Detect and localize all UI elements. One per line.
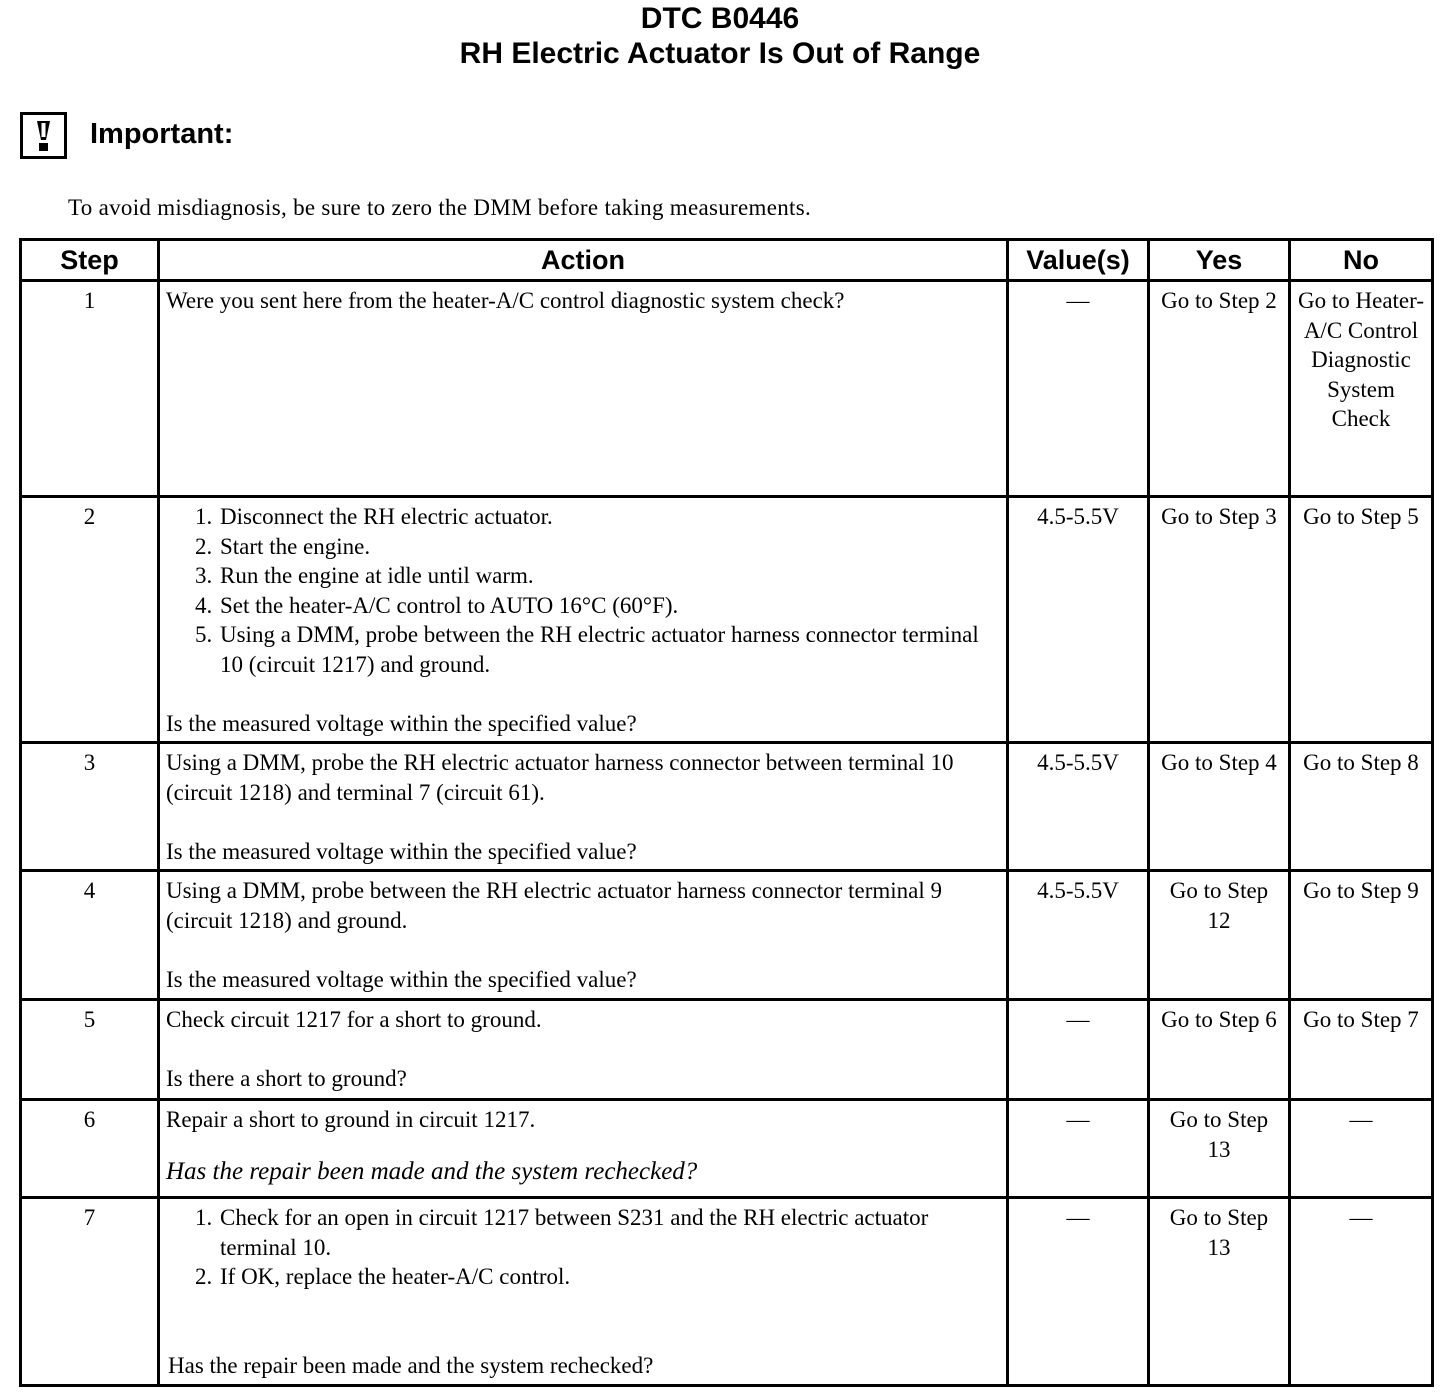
value-cell: 4.5-5.5V xyxy=(1008,871,1149,1000)
header-values: Value(s) xyxy=(1008,240,1149,281)
value-cell: — xyxy=(1008,1100,1149,1198)
list-item: 4. Set the heater-A/C control to AUTO 16°C (60°F). xyxy=(218,591,1000,621)
action-cell xyxy=(159,743,1008,871)
yes-cell: Go to Step 13 xyxy=(1149,1198,1290,1386)
table-row xyxy=(21,497,1433,743)
action-cell xyxy=(159,1100,1008,1198)
list-item: 1. Check for an open in circuit 1217 between S231 and the RH electric actuator terminal 10. xyxy=(218,1203,1000,1262)
action-question: Has the repair been made and the system rechecked? xyxy=(166,1157,698,1185)
list-item: 1. Disconnect the RH electric actuator. xyxy=(218,502,1000,532)
action-list xyxy=(166,502,1000,679)
action-text: Using a DMM, probe the RH electric actuator harness connector between terminal 10 (circuit 1218) and terminal 7 (circuit 61). xyxy=(166,750,954,805)
step-number: 1 xyxy=(21,281,159,497)
yes-cell: Go to Step 6 xyxy=(1149,1000,1290,1100)
no-cell: Go to Step 8 xyxy=(1290,743,1433,871)
step-number: 7 xyxy=(21,1198,159,1386)
yes-cell: Go to Step 2 xyxy=(1149,281,1290,497)
table-row xyxy=(21,743,1433,871)
yes-cell: Go to Step 3 xyxy=(1149,497,1290,743)
action-question: Is the measured voltage within the specified value? xyxy=(166,838,637,864)
action-cell xyxy=(159,281,1008,497)
action-text: Check circuit 1217 for a short to ground. xyxy=(166,1007,542,1032)
value-cell: 4.5-5.5V xyxy=(1008,743,1149,871)
header-yes: Yes xyxy=(1149,240,1290,281)
action-question: Is the measured voltage within the specified value? xyxy=(166,966,637,992)
header-step: Step xyxy=(21,240,159,281)
table-row xyxy=(21,1000,1433,1100)
list-item: 5. Using a DMM, probe between the RH electric actuator harness connector terminal 10 (circuit 1217) and ground. xyxy=(218,620,1000,679)
step-number: 2 xyxy=(21,497,159,743)
table-header-row xyxy=(21,240,1433,281)
action-question: Is there a short to ground? xyxy=(166,1066,407,1091)
yes-cell: Go to Step 4 xyxy=(1149,743,1290,871)
header-action: Action xyxy=(159,240,1008,281)
table-row xyxy=(21,1198,1433,1386)
yes-cell: Go to Step 12 xyxy=(1149,871,1290,1000)
value-cell: — xyxy=(1008,1000,1149,1100)
step-number: 5 xyxy=(21,1000,159,1100)
page-title: DTC B0446 xyxy=(640,2,800,35)
action-question: Has the repair been made and the system rechecked? xyxy=(168,1352,654,1378)
action-question: Is the measured voltage within the specified value? xyxy=(166,710,637,736)
value-cell: — xyxy=(1008,281,1149,497)
list-item: 3. Run the engine at idle until warm. xyxy=(218,561,1000,591)
list-item: 2. If OK, replace the heater-A/C control. xyxy=(218,1262,1000,1292)
no-cell: Go to Step 9 xyxy=(1290,871,1433,1000)
action-text: Using a DMM, probe between the RH electric actuator harness connector terminal 9 (circuit 1218) and ground. xyxy=(166,878,942,933)
table-row xyxy=(21,281,1433,497)
diagnostic-table xyxy=(19,238,1434,1387)
table-row xyxy=(21,871,1433,1000)
yes-cell: Go to Step 13 xyxy=(1149,1100,1290,1198)
action-text: Were you sent here from the heater-A/C control diagnostic system check? xyxy=(166,288,845,313)
header-no: No xyxy=(1290,240,1433,281)
no-cell: Go to Heater-A/C Control Diagnostic System Check xyxy=(1290,281,1433,497)
step-number: 3 xyxy=(21,743,159,871)
value-cell: — xyxy=(1008,1198,1149,1386)
no-cell: — xyxy=(1290,1100,1433,1198)
action-cell xyxy=(159,1198,1008,1386)
no-cell: — xyxy=(1290,1198,1433,1386)
action-cell xyxy=(159,871,1008,1000)
page-subtitle: RH Electric Actuator Is Out of Range xyxy=(459,37,981,70)
important-label: Important: xyxy=(90,118,234,150)
important-icon xyxy=(20,112,67,159)
list-item: 2. Start the engine. xyxy=(218,532,1000,562)
value-cell: 4.5-5.5V xyxy=(1008,497,1149,743)
action-cell xyxy=(159,1000,1008,1100)
no-cell: Go to Step 7 xyxy=(1290,1000,1433,1100)
action-text: Repair a short to ground in circuit 1217. xyxy=(166,1107,536,1132)
no-cell: Go to Step 5 xyxy=(1290,497,1433,743)
step-number: 4 xyxy=(21,871,159,1000)
action-cell xyxy=(159,497,1008,743)
table-row xyxy=(21,1100,1433,1198)
step-number: 6 xyxy=(21,1100,159,1198)
important-note: To avoid misdiagnosis, be sure to zero the DMM before taking measurements. xyxy=(68,195,812,220)
action-list xyxy=(166,1203,1000,1292)
